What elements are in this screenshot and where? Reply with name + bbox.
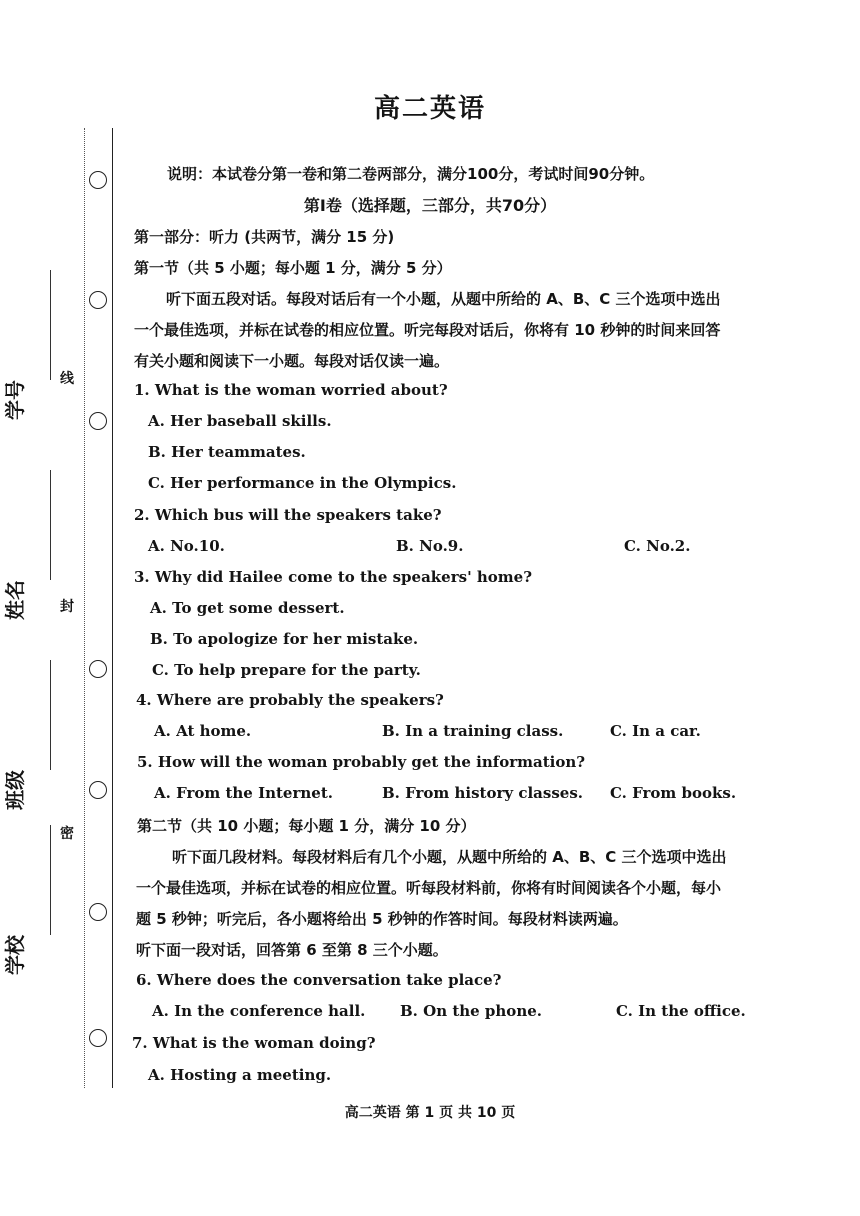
option-c: C. In a car. bbox=[610, 722, 701, 740]
punch-hole-icon bbox=[89, 291, 107, 309]
option-c: C. Her performance in the Olympics. bbox=[148, 474, 457, 492]
question-stem: 1. What is the woman worried about? bbox=[134, 381, 448, 399]
punch-hole-icon bbox=[89, 660, 107, 678]
section-title: 第一节（共 5 小题；每小题 1 分，满分 5 分） bbox=[134, 259, 452, 277]
exam-instructions: 说明：本试卷分第一卷和第二卷两部分，满分100分，考试时间90分钟。 bbox=[167, 165, 655, 183]
directions-line: 一个最佳选项，并标在试卷的相应位置。听每段材料前，你将有时间阅读各个小题，每小 bbox=[136, 879, 722, 897]
fill-in-line bbox=[50, 270, 51, 380]
binding-solid-line bbox=[112, 128, 113, 1088]
school-field bbox=[3, 825, 54, 975]
page-footer: 高二英语 第 1 页 共 10 页 bbox=[344, 1105, 516, 1121]
exam-title: 高二英语 bbox=[373, 94, 486, 124]
question-stem: 3. Why did Hailee come to the speakers' home? bbox=[134, 568, 533, 586]
option-a: A. Hosting a meeting. bbox=[148, 1066, 332, 1084]
student-id-field bbox=[3, 270, 54, 420]
question-stem: 7. What is the woman doing? bbox=[132, 1034, 376, 1052]
options-row bbox=[154, 784, 820, 802]
option-a: A. From the Internet. bbox=[154, 784, 333, 802]
punch-hole-icon bbox=[89, 1029, 107, 1047]
options-row bbox=[152, 1002, 820, 1020]
option-b: B. To apologize for her mistake. bbox=[150, 630, 419, 648]
option-a: A. Her baseball skills. bbox=[148, 412, 332, 430]
directions-line: 一个最佳选项，并标在试卷的相应位置。听完每段对话后，你将有 10 秒钟的时间来回答 bbox=[134, 321, 721, 339]
volume-title: 第Ⅰ卷（选择题，三部分，共70分） bbox=[303, 196, 557, 215]
options-row bbox=[148, 537, 820, 555]
option-a: A. At home. bbox=[154, 722, 252, 740]
option-b: B. From history classes. bbox=[382, 784, 583, 802]
directions-line: 听下面五段对话。每段对话后有一个小题，从题中所给的 A、B、C 三个选项中选出 bbox=[166, 290, 721, 308]
fill-in-line bbox=[50, 470, 51, 580]
passage-intro: 听下面一段对话，回答第 6 至第 8 三个小题。 bbox=[136, 941, 448, 959]
seal-mark-line: 线 bbox=[60, 371, 74, 387]
option-c: C. No.2. bbox=[624, 537, 691, 555]
field-label: 姓名 bbox=[3, 580, 27, 620]
option-b: B. No.9. bbox=[396, 537, 464, 555]
option-c: C. In the office. bbox=[616, 1002, 746, 1020]
seal-mark-seal: 封 bbox=[60, 599, 74, 615]
option-c: C. From books. bbox=[610, 784, 737, 802]
seal-mark-close: 密 bbox=[60, 826, 74, 842]
fill-in-line bbox=[50, 660, 51, 770]
class-field bbox=[3, 660, 54, 810]
option-a: A. To get some dessert. bbox=[150, 599, 345, 617]
punch-hole-icon bbox=[89, 171, 107, 189]
option-b: B. Her teammates. bbox=[148, 443, 306, 461]
section-title: 第二节（共 10 小题；每小题 1 分，满分 10 分） bbox=[137, 817, 476, 835]
option-b: B. On the phone. bbox=[400, 1002, 542, 1020]
directions-line: 听下面几段材料。每段材料后有几个小题，从题中所给的 A、B、C 三个选项中选出 bbox=[172, 848, 727, 866]
option-c: C. To help prepare for the party. bbox=[152, 661, 421, 679]
options-row bbox=[154, 722, 820, 740]
punch-hole-icon bbox=[89, 412, 107, 430]
fill-in-line bbox=[50, 825, 51, 935]
field-label: 学号 bbox=[3, 380, 27, 420]
option-a: A. In the conference hall. bbox=[152, 1002, 366, 1020]
field-label: 班级 bbox=[3, 770, 27, 810]
name-field bbox=[3, 470, 54, 620]
directions-line: 题 5 秒钟；听完后，各小题将给出 5 秒钟的作答时间。每段材料读两遍。 bbox=[136, 910, 628, 928]
question-stem: 5. How will the woman probably get the information? bbox=[137, 753, 586, 771]
question-stem: 6. Where does the conversation take place? bbox=[136, 971, 502, 989]
question-stem: 4. Where are probably the speakers? bbox=[136, 691, 444, 709]
field-label: 学校 bbox=[3, 935, 27, 975]
punch-hole-icon bbox=[89, 781, 107, 799]
option-a: A. No.10. bbox=[148, 537, 225, 555]
directions-line: 有关小题和阅读下一小题。每段对话仅读一遍。 bbox=[134, 352, 450, 370]
binding-dotted-line bbox=[84, 128, 85, 1088]
punch-hole-icon bbox=[89, 903, 107, 921]
option-b: B. In a training class. bbox=[382, 722, 564, 740]
question-stem: 2. Which bus will the speakers take? bbox=[134, 506, 442, 524]
part-title: 第一部分：听力 (共两节，满分 15 分) bbox=[134, 228, 395, 246]
